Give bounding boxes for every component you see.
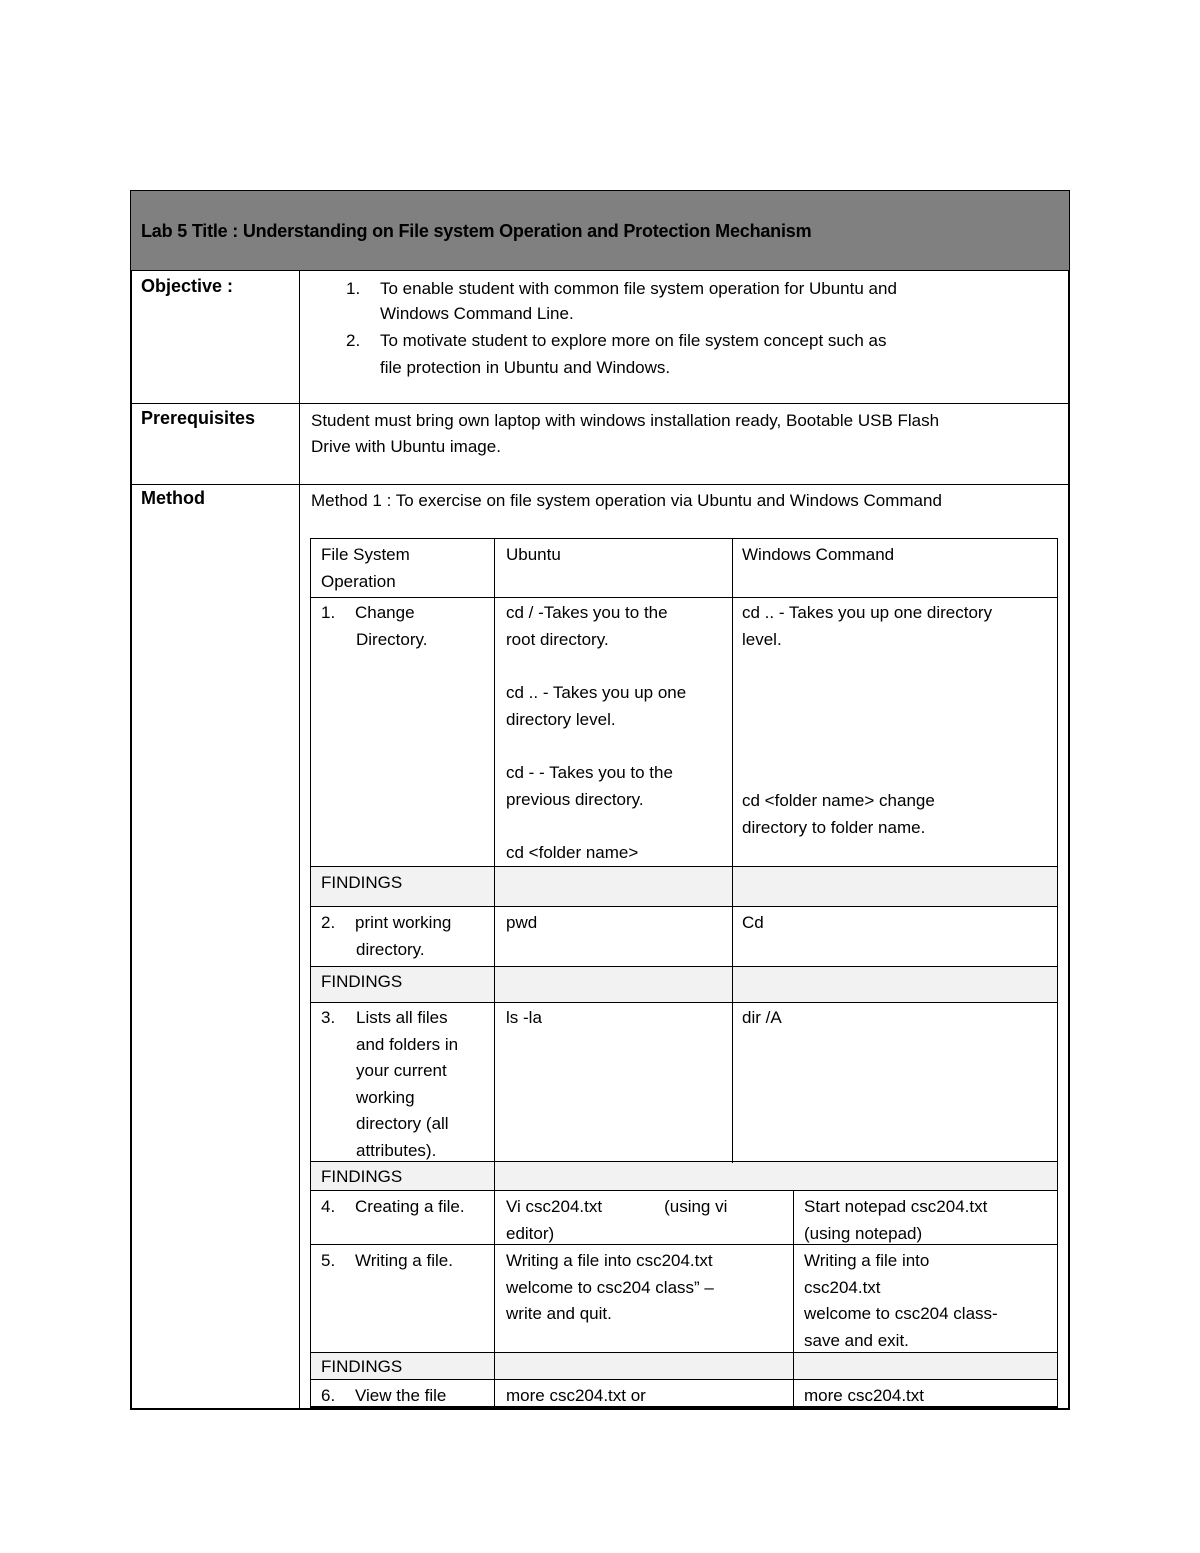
row6-ubuntu: more csc204.txt or [506, 1386, 646, 1405]
row3-num: 3. [321, 1008, 336, 1027]
row4-operation: 4. Creating a file. [321, 1197, 465, 1216]
inner-row-divider [310, 906, 1058, 907]
row6-operation: 6. View the file [321, 1386, 447, 1405]
inner-col-divider [494, 538, 495, 1407]
header-ubuntu: Ubuntu [506, 545, 561, 564]
prerequisites-label: Prerequisites [141, 408, 256, 428]
findings-row-shade [311, 866, 1058, 906]
findings-row-shade [311, 966, 1058, 1002]
header-windows: Windows Command [742, 545, 895, 564]
inner-row-divider [310, 1002, 1058, 1003]
row2-windows: Cd [742, 913, 764, 932]
row2-operation: 2. print working [321, 913, 452, 932]
row1-windows: cd .. - Takes you up one directory level. [742, 603, 993, 649]
row3-operation: Lists all files and folders in your current working directory (all attributes). [356, 1008, 459, 1160]
objective-item-1-cont: Windows Command Line. [380, 304, 574, 323]
row4-ubuntu: Vi csc204.txt (using vi editor) [506, 1197, 728, 1243]
findings-label: FINDINGS [321, 873, 403, 892]
findings-row-shade [311, 1161, 1058, 1190]
findings-label: FINDINGS [321, 1167, 403, 1186]
row-divider [131, 403, 1069, 404]
objective-label: Objective : [141, 276, 234, 296]
findings-label: FINDINGS [321, 1357, 403, 1376]
inner-row-divider [310, 966, 1058, 967]
row5-ubuntu: Writing a file into csc204.txt welcome to csc204 class” – write and quit. [506, 1251, 714, 1323]
row2-ubuntu: pwd [506, 913, 538, 932]
row6-windows: more csc204.txt [804, 1386, 924, 1405]
row1-ubuntu: cd / -Takes you to the root directory. cd .. - Takes you up one directory level. cd - - Takes you to the previous directory. cd <folder name> [506, 603, 687, 862]
row4-windows: Start notepad csc204.txt (using notepad) [804, 1197, 988, 1243]
method-intro: Method 1 : To exercise on file system operation via Ubuntu and Windows Command [311, 491, 942, 510]
findings-label: FINDINGS [321, 972, 403, 991]
objective-item-2: 2. To motivate student to explore more on file system concept such as [346, 328, 886, 354]
row-divider [131, 484, 1069, 485]
inner-col-divider [310, 538, 311, 1407]
objective-item-2-cont: file protection in Ubuntu and Windows. [380, 358, 671, 377]
header-operation: File System Operation [321, 545, 410, 591]
inner-col-divider [1057, 538, 1058, 1407]
row1-windows-cont: cd <folder name> change directory to folder name. [742, 791, 935, 837]
inner-col-divider [793, 1190, 794, 1407]
list-number: 2. [346, 331, 361, 350]
prerequisites-text-2: Drive with Ubuntu image. [311, 437, 501, 456]
row1-operation: 1. Change [321, 603, 415, 622]
row5-operation: 5. Writing a file. [321, 1251, 453, 1270]
objective-item-1: 1. To enable student with common file system operation for Ubuntu and [346, 276, 897, 302]
inner-row-divider [310, 1190, 1058, 1191]
row5-windows: Writing a file into csc204.txt welcome to csc204 class- save and exit. [804, 1251, 998, 1350]
findings-row-shade [311, 1352, 1058, 1379]
list-number: 1. [346, 279, 361, 298]
row3-windows: dir /A [742, 1008, 782, 1027]
method-label: Method [141, 488, 205, 508]
inner-row-divider [310, 538, 1058, 539]
row1-operation-cont: Directory. [356, 630, 428, 649]
inner-col-divider [732, 538, 733, 1163]
inner-row-divider [310, 597, 1058, 598]
row2-operation-cont: directory. [356, 940, 425, 959]
prerequisites-text-1: Student must bring own laptop with windows installation ready, Bootable USB Flash [311, 411, 940, 430]
lab-title: Lab 5 Title : Understanding on File system Operation and Protection Mechanism [141, 221, 812, 241]
column-divider [299, 271, 300, 1409]
inner-row-divider [310, 1379, 1058, 1380]
row3-ubuntu: ls -la [506, 1008, 542, 1027]
